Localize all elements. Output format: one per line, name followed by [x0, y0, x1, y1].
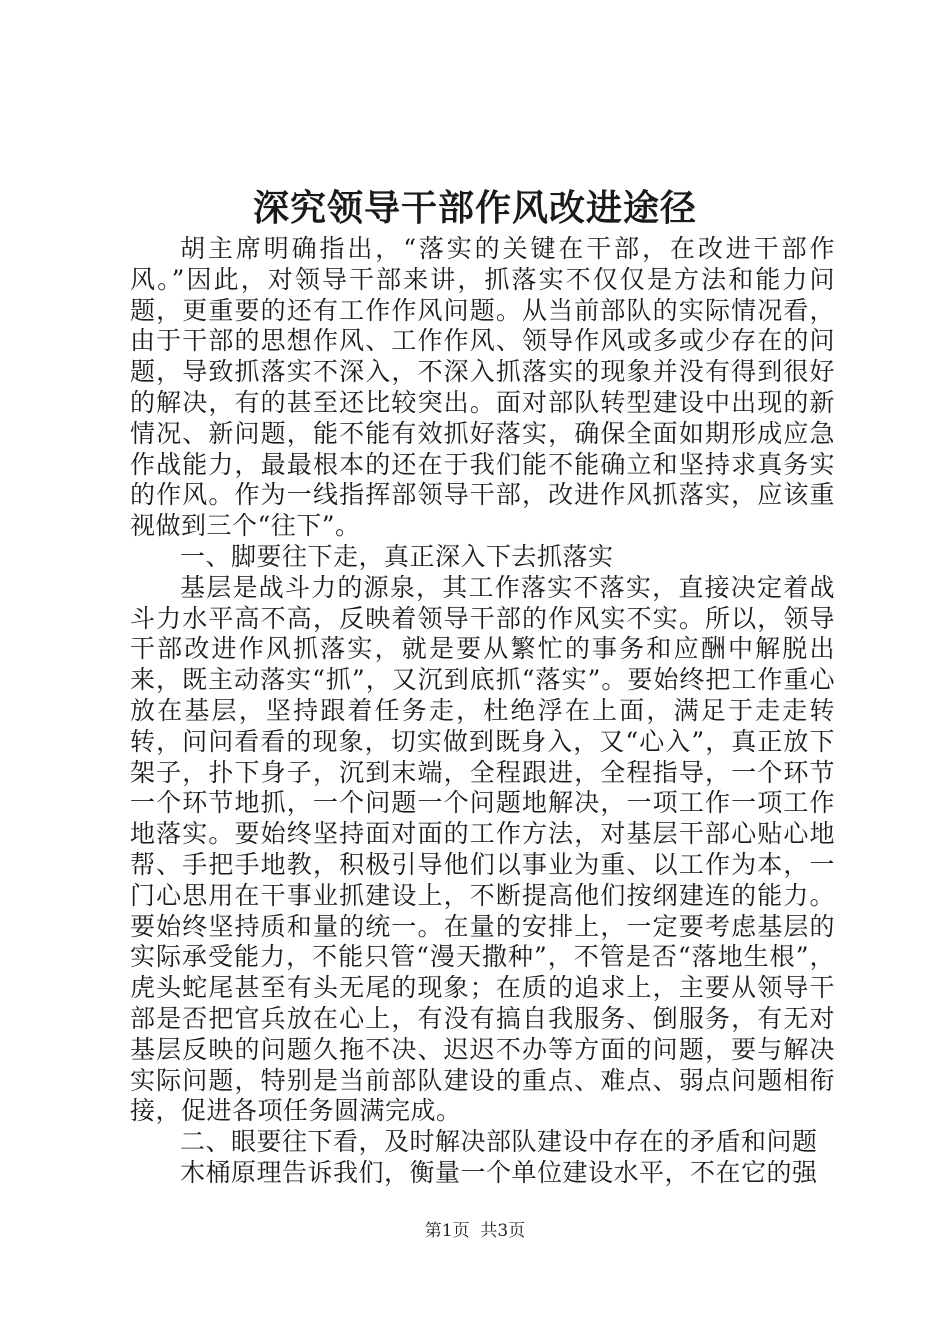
document-title: 深究领导干部作风改进途径 [252, 187, 697, 229]
page-number: 第1页 [424, 1221, 470, 1241]
section-heading-1: 一、脚要往下走，真正深入下去抓落实 [180, 541, 614, 571]
page-footer [0, 1216, 950, 1241]
paragraph-intro: 胡主席明确指出，“落实的关键在干部，在改进干部作风。”因此，对领导干部来讲，抓落实不仅仅是方法和能力问题，更重要的还有工作作风问题。从当前部队的实际情况看，由于干部的思想作风、工作作风、领导作风或多或少存在的问题，导致抓落实不深入，不深入抓落实的现象并没有得到很好的解决，有的甚至还比较突出。面对部队转型建设中出现的新情况、新问题，能不能有效抓好落实，确保全面如期形成应急作战能力，最最根本的还在于我们能不能确立和坚持求真务实的作风。作为一线指挥部领导干部，改进作风抓落实，应该重视做到三个“往下”。 [130, 234, 835, 541]
section-heading-2: 二、眼要往下看，及时解决部队建设中存在的矛盾和问题 [180, 1127, 818, 1157]
document-body [130, 234, 835, 1189]
paragraph-section-2: 木桶原理告诉我们，衡量一个单位建设水平，不在它的强 [180, 1157, 818, 1187]
page-total: 共3页 [480, 1221, 526, 1241]
paragraph-section-1: 基层是战斗力的源泉，其工作落实不落实，直接决定着战斗力水平高不高，反映着领导干部的作风实不实。所以，领导干部改进作风抓落实，就是要从繁忙的事务和应酬中解脱出来，既主动落实“抓”，又沉到底抓“落实”。要始终把工作重心放在基层，坚持跟着任务走，杜绝浮在上面，满足于走走转转，问问看看的现象，切实做到既身入，又“心入”，真正放下架子，扑下身子，沉到末端，全程跟进，全程指导，一个环节一个环节地抓，一个问题一个问题地解决，一项工作一项工作地落实。要始终坚持面对面的工作方法，对基层干部心贴心地帮、手把手地教，积极引导他们以事业为重、以工作为本，一门心思用在干事业抓建设上，不断提高他们按纲建连的能力。要始终坚持质和量的统一。在量的安排上，一定要考虑基层的实际承受能力，不能只管“漫天撒种”，不管是否“落地生根”，虎头蛇尾甚至有头无尾的现象；在质的追求上，主要从领导干部是否把官兵放在心上，有没有搞自我服务、倒服务，有无对基层反映的问题久拖不决、迟迟不办等方面的问题，要与解决实际问题，特别是当前部队建设的重点、难点、弱点问题相衔接，促进各项任务圆满完成。 [130, 572, 835, 1126]
